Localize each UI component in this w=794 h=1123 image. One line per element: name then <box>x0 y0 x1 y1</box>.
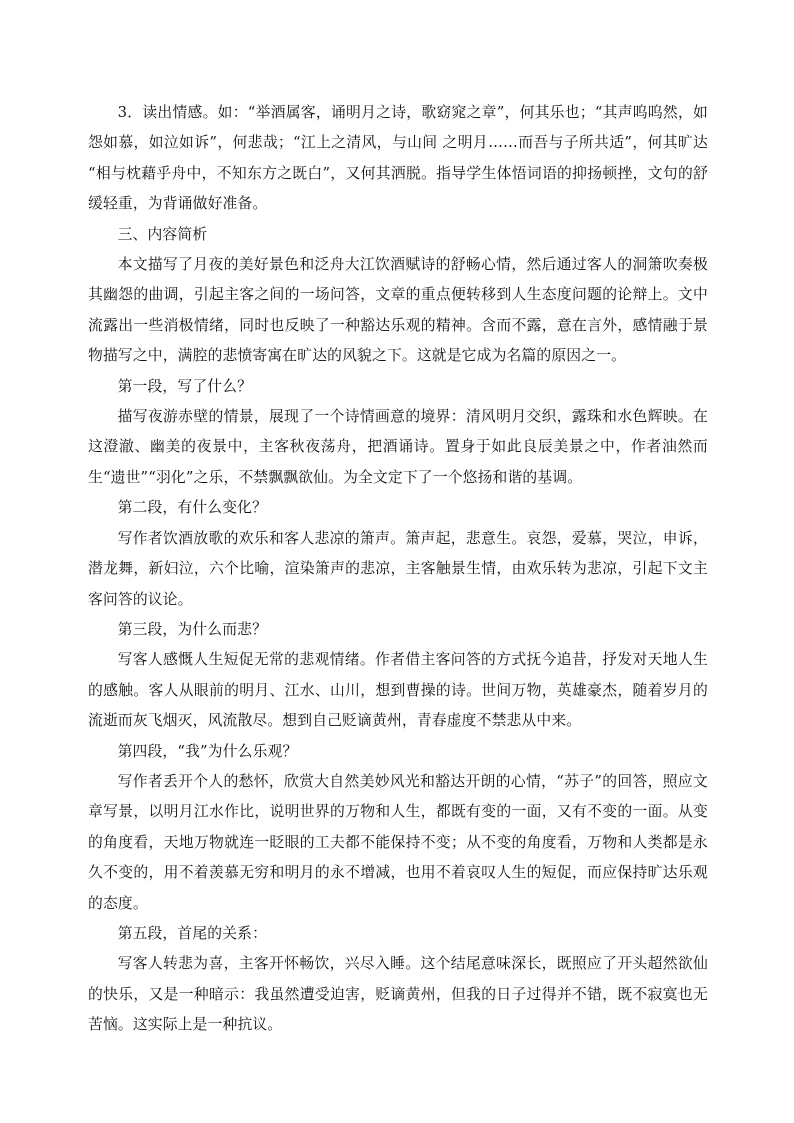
question-paragraph-3: 第三段，为什么而悲？ <box>117 620 268 638</box>
paragraph-reading-emotion: 3．读出情感。如：“举酒属客，诵明月之诗，歌窈窕之章”，何其乐也；“其声呜呜然，如怨如慕，如泣如诉”，何悲哉；“江上之清风，与山间 之明月……而吾与子所共适”，何其旷达 “相与枕藉乎舟中，不知东方之既白”，又何其洒脱。指导学生体悟词语的抑扬顿挫，文句的舒缓轻重，为背诵做好准备。 <box>88 104 708 213</box>
answer-paragraph-5: 写客人转悲为喜，主客开怀畅饮，兴尽入睡。这个结尾意味深长，既照应了开头超然欲仙的快乐，又是一种暗示：我虽然遭受迫害，贬谪黄州，但我的日子过得并不错，既不寂寞也无苦恼。这实际上是一种抗议。 <box>88 955 708 1034</box>
question-paragraph-1: 第一段，写了什么？ <box>117 377 253 395</box>
question-paragraph-4: 第四段，“我”为什么乐观？ <box>117 742 298 760</box>
question-paragraph-5: 第五段，首尾的关系： <box>117 924 268 942</box>
answer-paragraph-2: 写作者饮酒放歌的欢乐和客人悲凉的箫声。箫声起，悲意生。哀怨，爱慕，哭泣，申诉，潜龙舞，新妇泣，六个比喻，渲染箫声的悲凉，主客触景生情，由欢乐转为悲凉，引起下文主客问答的议论。 <box>88 529 708 608</box>
section-heading-content-analysis: 三、内容简析 <box>117 225 208 243</box>
paragraph-content-summary: 本文描写了月夜的美好景色和泛舟大江饮酒赋诗的舒畅心情，然后通过客人的洞箫吹奏极其幽怨的曲调，引起主客之间的一场问答，文章的重点便转移到人生态度问题的论辩上。文中流露出一些消极情绪，同时也反映了一种豁达乐观的精神。含而不露，意在言外，感情融于景物描写之中，满腔的悲愤寄寓在旷达的风貌之下。这就是它成为名篇的原因之一。 <box>88 256 708 365</box>
answer-paragraph-4: 写作者丢开个人的愁怀，欣赏大自然美妙风光和豁达开朗的心情，“苏子”的回答，照应文章写景，以明月江水作比，说明世界的万物和人生，都既有变的一面，又有不变的一面。从变的角度看，天地万物就连一眨眼的工夫都不能保持不变；从不变的角度看，万物和人类都是永久不变的，用不着羡慕无穷和明月的永不增减，也用不着哀叹人生的短促，而应保持旷达乐观的态度。 <box>88 772 708 912</box>
answer-paragraph-1: 描写夜游赤壁的情景，展现了一个诗情画意的境界：清风明月交织，露珠和水色辉映。在这澄澈、幽美的夜景中，主客秋夜荡舟，把酒诵诗。置身于如此良辰美景之中，作者油然而生“遗世”“羽化”之乐，不禁飘飘欲仙。为全文定下了一个悠扬和谐的基调。 <box>88 408 708 486</box>
question-paragraph-2: 第二段，有什么变化？ <box>117 499 268 517</box>
document-page <box>88 98 708 1041</box>
answer-paragraph-3: 写客人感慨人生短促无常的悲观情绪。作者借主客问答的方式抚今追昔，抒发对天地人生的感触。客人从眼前的明月、江水、山川，想到曹操的诗。世间万物，英雄豪杰，随着岁月的流逝而灰飞烟灭，风流散尽。想到自己贬谪黄州，青春虚度不禁悲从中来。 <box>88 651 708 730</box>
